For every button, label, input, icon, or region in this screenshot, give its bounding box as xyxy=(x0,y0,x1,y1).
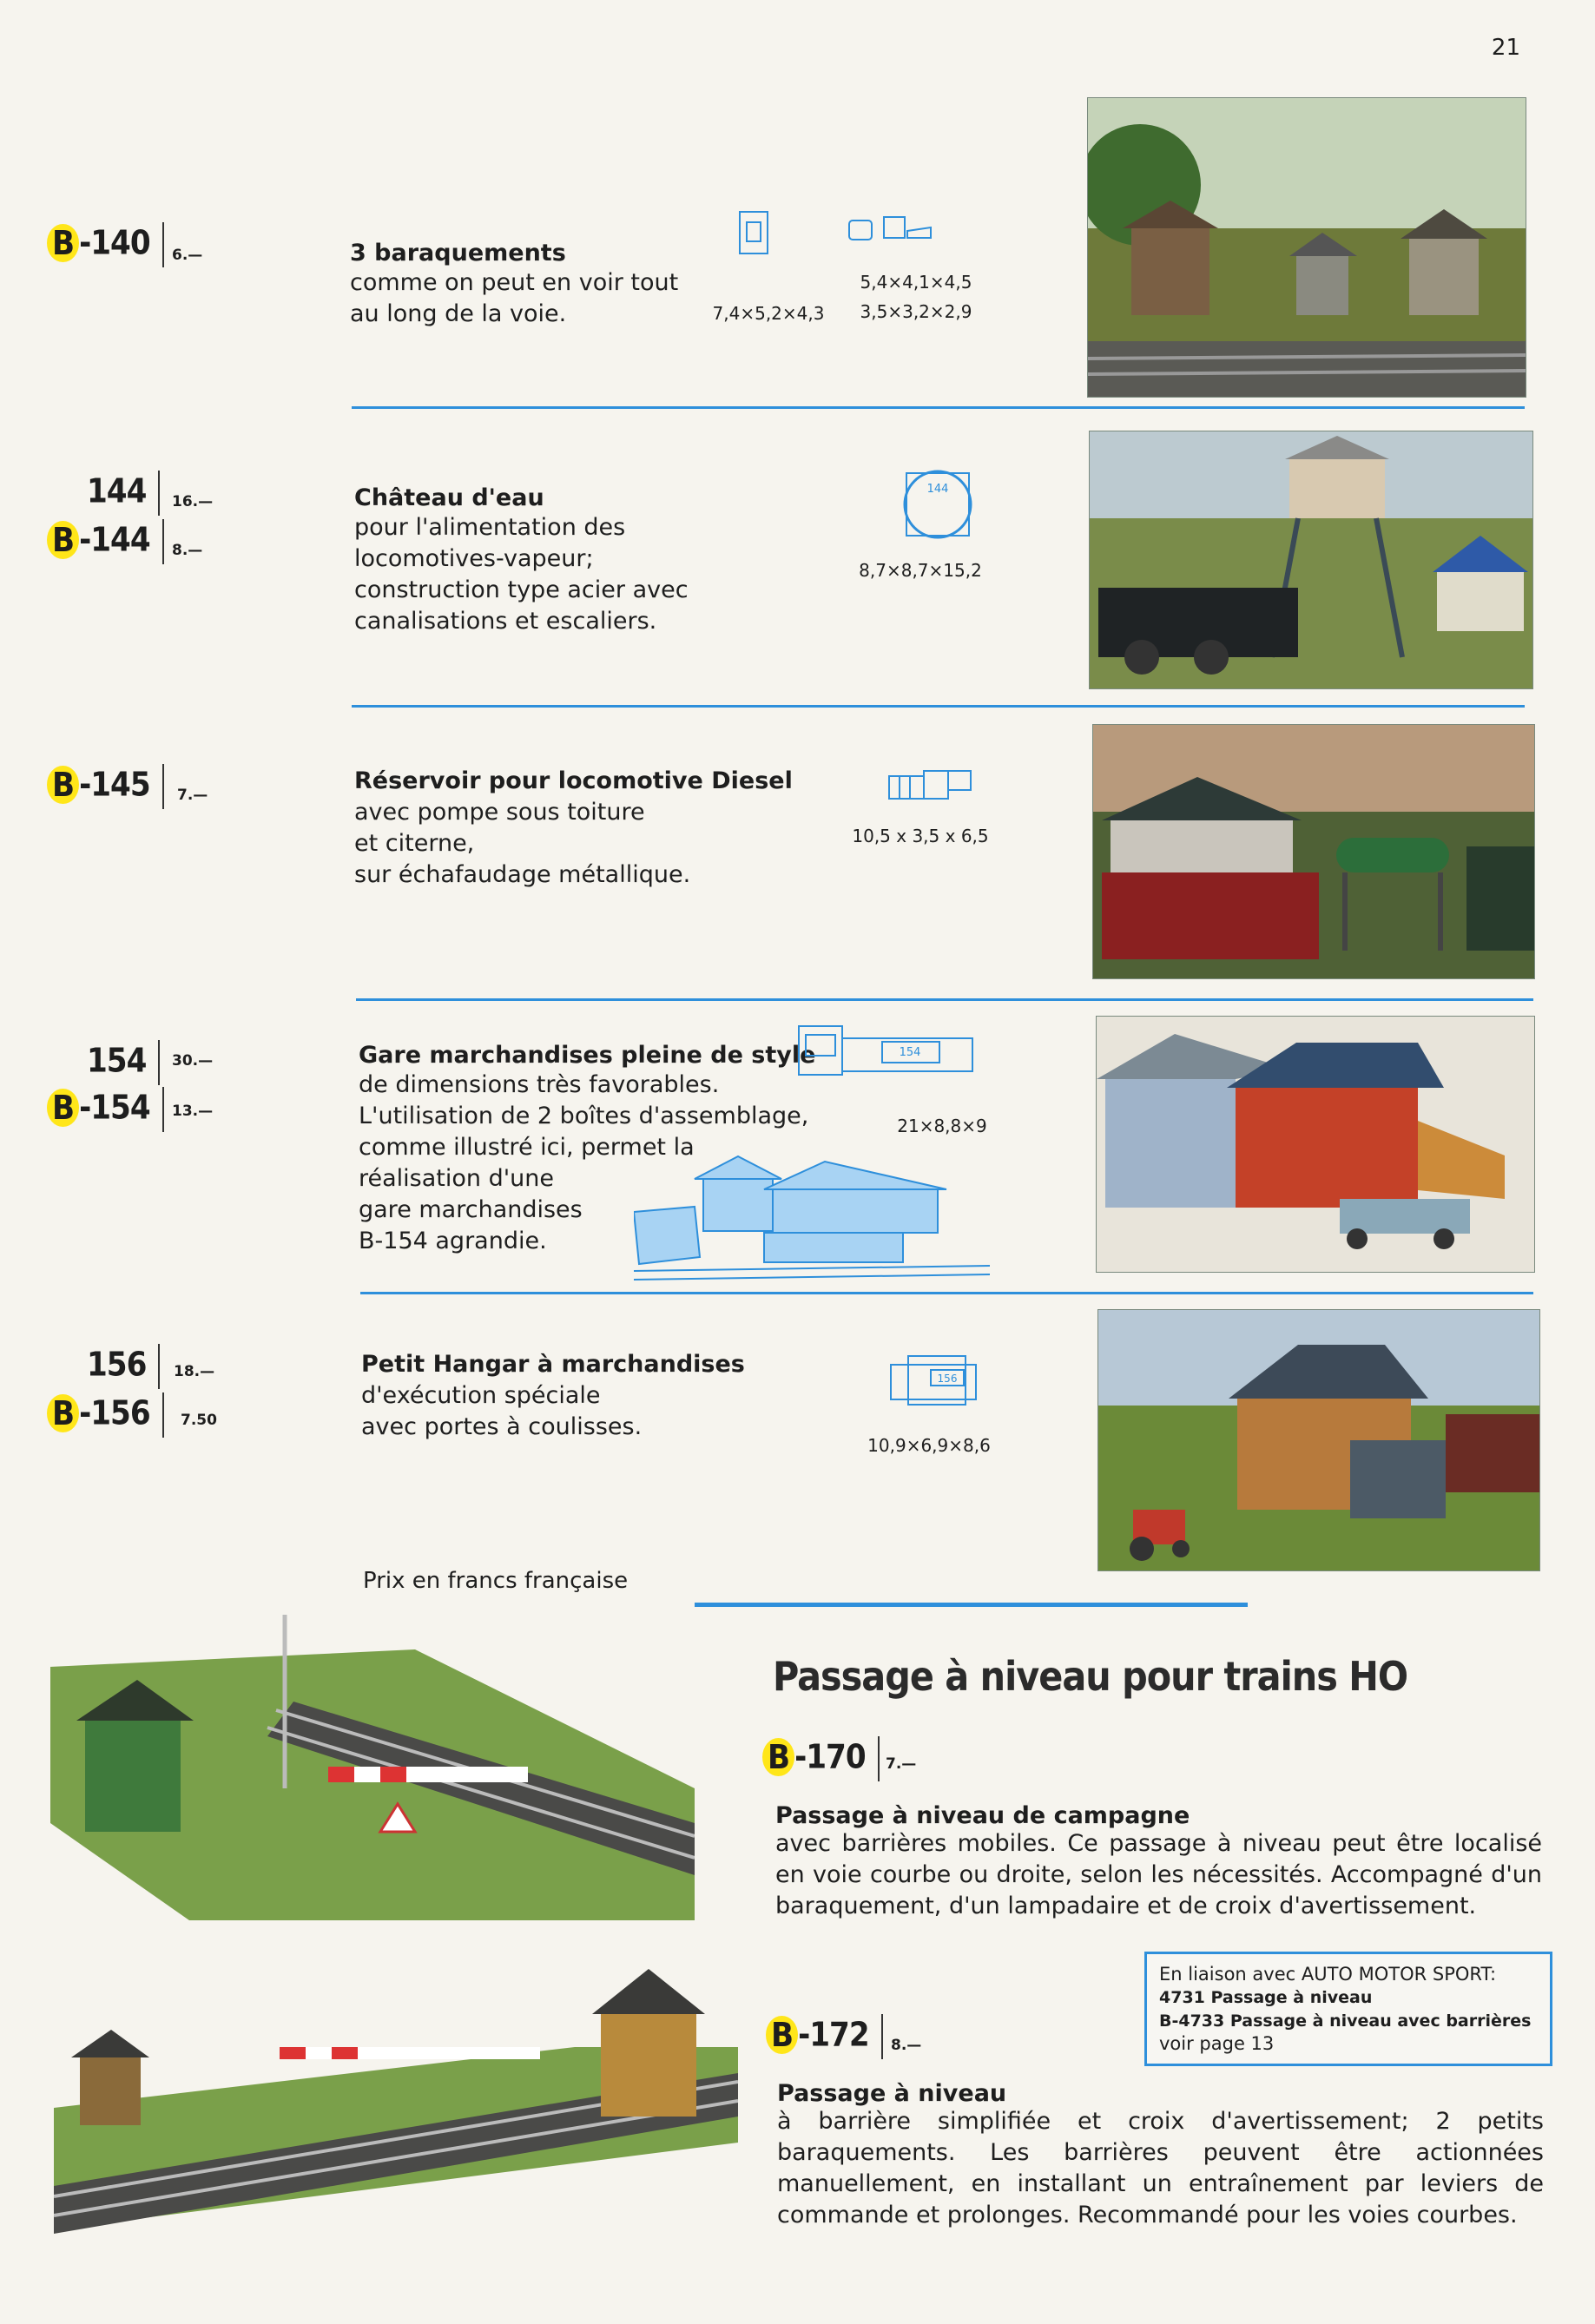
plan-label: 144 xyxy=(926,483,949,496)
item-description: avec pompe sous toiture et citerne, sur échafaudage métallique. xyxy=(354,799,691,888)
section-title: Passage à niveau pour trains HO xyxy=(773,1653,1408,1700)
price: 18.— xyxy=(174,1363,215,1380)
item-title: 3 baraquements xyxy=(350,240,566,267)
price: 8.— xyxy=(172,542,203,559)
price-footnote: Prix en francs française xyxy=(363,1568,629,1594)
product-code: B -172 xyxy=(766,2014,895,2059)
divider xyxy=(352,406,1525,409)
price: 7.— xyxy=(177,787,208,804)
dimensions: 3,5×3,2×2,9 xyxy=(860,301,972,322)
price: 7.— xyxy=(886,1755,917,1773)
product-code: 144 xyxy=(87,471,172,516)
product-code: B -140 xyxy=(47,222,176,267)
dimensions: 7,4×5,2×4,3 xyxy=(712,303,825,324)
price: 30.— xyxy=(172,1052,214,1070)
price: 13.— xyxy=(172,1103,214,1120)
box-line: voir page 13 xyxy=(1159,2033,1275,2054)
floor-plan-icon xyxy=(738,208,981,260)
box-line: En liaison avec AUTO MOTOR SPORT: xyxy=(1159,1964,1497,1985)
dimensions: 5,4×4,1×4,5 xyxy=(860,272,972,293)
product-code: 154 xyxy=(87,1040,172,1085)
item-title: Château d'eau xyxy=(354,484,544,511)
product-photo-diesel-tank xyxy=(1092,724,1535,979)
floor-plan-icon xyxy=(886,767,981,804)
item-title: Passage à niveau xyxy=(777,2080,1007,2107)
product-code: B -170 xyxy=(762,1736,892,1781)
item-description: d'exécution spéciale avec portes à coulisses. xyxy=(361,1382,643,1440)
dimensions: 8,7×8,7×15,2 xyxy=(859,560,982,581)
divider xyxy=(356,998,1533,1001)
price: 8.— xyxy=(891,2037,922,2054)
price: 16.— xyxy=(172,493,214,510)
product-code: B -154 xyxy=(47,1087,176,1132)
price: 6.— xyxy=(172,247,203,264)
price: 7.50 xyxy=(181,1412,217,1429)
item-description: comme on peut en voir tout au long de la voie. xyxy=(350,269,679,327)
item-description: avec barrières mobiles. Ce passage à niveau peut être localisé en voie courbe ou droite, selon les nécessités. Accompagné d'un baraquement, d'un lampadaire et de croix d'avertissement. xyxy=(775,1830,1542,1919)
product-code: B -144 xyxy=(47,519,176,564)
item-description: à barrière simplifiée et croix d'avertissement; 2 petits baraquements. Les barrières peuvent être actionnées manuellement, en installant un entraînement par leviers de commande et prolonges. Recommandé pour les voies courbes. xyxy=(777,2108,1544,2229)
product-code: B -156 xyxy=(47,1392,176,1438)
box-line: B-4733 Passage à niveau avec barrières xyxy=(1159,2011,1532,2031)
dimensions: 10,5 x 3,5 x 6,5 xyxy=(852,826,989,846)
item-title: Passage à niveau de campagne xyxy=(775,1802,1190,1829)
item-title: Réservoir pour locomotive Diesel xyxy=(354,767,793,794)
level-crossing-photo-2 xyxy=(54,1960,738,2238)
divider xyxy=(360,1292,1533,1294)
item-description: de dimensions très favorables. L'utilisation de 2 boîtes d'assemblage, comme illustré ici, permet la réalisation d'une gare marchandises B-154 agrandie. xyxy=(359,1071,809,1254)
level-crossing-photo-1 xyxy=(50,1597,695,1920)
product-photo-shacks xyxy=(1087,97,1526,398)
dimensions: 21×8,8×9 xyxy=(897,1116,987,1136)
floor-plan-icon xyxy=(887,1351,983,1412)
product-photo-water-tower xyxy=(1089,431,1533,689)
product-photo-goods-station xyxy=(1096,1016,1535,1273)
floor-plan-icon xyxy=(795,1021,983,1082)
product-photo-hangar xyxy=(1097,1309,1540,1571)
box-line: 4731 Passage à niveau xyxy=(1159,1988,1373,2007)
item-title: Petit Hangar à marchandises xyxy=(361,1351,745,1378)
cross-reference-box xyxy=(1144,1952,1552,2066)
divider xyxy=(352,705,1525,708)
item-description: pour l'alimentation des locomotives-vapeur; construction type acier avec canalisations et escaliers. xyxy=(354,514,689,635)
floor-plan-icon xyxy=(894,464,981,544)
product-code: B -145 xyxy=(47,764,176,809)
page-number: 21 xyxy=(1491,35,1520,61)
plan-label: 154 xyxy=(899,1046,921,1059)
product-code: 156 xyxy=(87,1344,172,1389)
dimensions: 10,9×6,9×8,6 xyxy=(867,1435,991,1456)
goods-station-drawing xyxy=(634,1144,999,1283)
item-title: Gare marchandises pleine de style xyxy=(359,1042,816,1069)
plan-label: 156 xyxy=(937,1373,958,1385)
